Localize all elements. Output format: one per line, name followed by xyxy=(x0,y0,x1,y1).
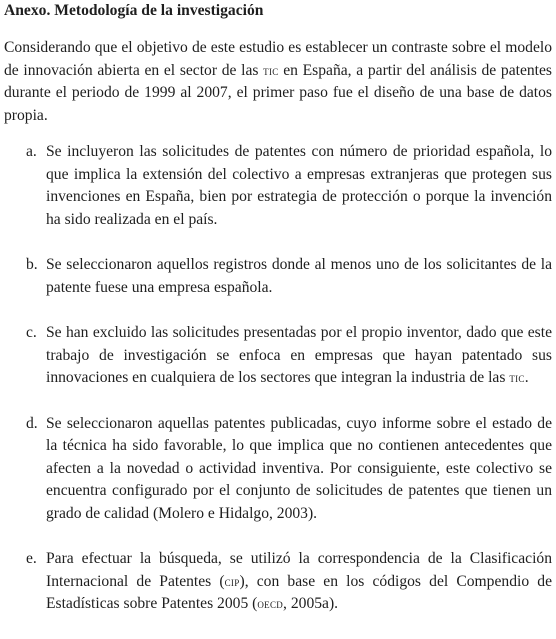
document-page xyxy=(4,0,552,639)
list-item-e-mid: ), con base en los códigos del Compendio de Estadísticas sobre Patentes 2005 ( xyxy=(46,572,552,612)
intro-paragraph xyxy=(4,37,552,127)
list-item-c xyxy=(4,322,552,390)
list-item-a xyxy=(4,141,552,231)
intro-text-1: Considerando que el objetivo de este estudio es establecer un contraste sobre el modelo de innovación abierta en el sector de las xyxy=(4,39,552,79)
list-marker-a: a. xyxy=(26,143,37,160)
intro-abbr-tic: tic xyxy=(263,62,279,78)
list-item-d-text: Se seleccionaron aquellas patentes publicadas, cuyo informe sobre el estado de la técnica ha sido favorable, lo que implica que no contienen antecedentes que afecten a la novedad o actividad inventiva. Por consiguiente, este colectivo se encuentra configurado por el conjunto de solicitudes de patentes que tienen un grado de calidad (Molero e Hidalgo, 2003). xyxy=(46,414,552,522)
list-item-c-text: Se han excluido las solicitudes presentadas por el propio inventor, dado que este trabajo de investigación se enfoca en empresas que hayan patentado sus innovaciones en cualquiera de los sectores que integran la industria de las xyxy=(46,324,552,386)
list-item-d xyxy=(4,413,552,526)
list-item-e-tail: , 2005a). xyxy=(283,595,339,612)
list-item-e-abbr-oecd: oecd xyxy=(257,596,284,611)
list-item-e-abbr-cip: cip xyxy=(224,573,240,589)
list-item-c-abbr-tic: tic xyxy=(509,370,525,385)
intro-text-2: en España, a partir del análisis de patentes durante el periodo de 1999 al 2007, el primer paso fue el diseño de una base de datos propia. xyxy=(4,61,552,124)
list-item-b xyxy=(4,254,552,299)
section-heading: Anexo. Metodología de la investigación xyxy=(4,2,264,19)
list-marker-e: e. xyxy=(26,550,37,567)
list-marker-d: d. xyxy=(26,414,38,432)
methodology-list xyxy=(4,141,552,616)
list-marker-b: b. xyxy=(26,256,38,273)
list-marker-c: c. xyxy=(26,324,37,341)
list-item-e-text: Para efectuar la búsqueda, se utilizó la correspondencia de la Clasificación Internacional de Patentes ( xyxy=(46,550,552,590)
list-item-b-text: Se seleccionaron aquellos registros donde al menos uno de los solicitantes de la patente fuese una empresa española. xyxy=(46,256,552,296)
list-item-a-text: Se incluyeron las solicitudes de patentes con número de prioridad española, lo que implica la extensión del colectivo a empresas extranjeras que protegen sus invenciones en España, bien por estrategia de protección o porque la invención ha sido realizada en el país. xyxy=(46,143,552,228)
list-item-c-tail: . xyxy=(524,369,529,386)
list-item-e xyxy=(4,548,552,616)
